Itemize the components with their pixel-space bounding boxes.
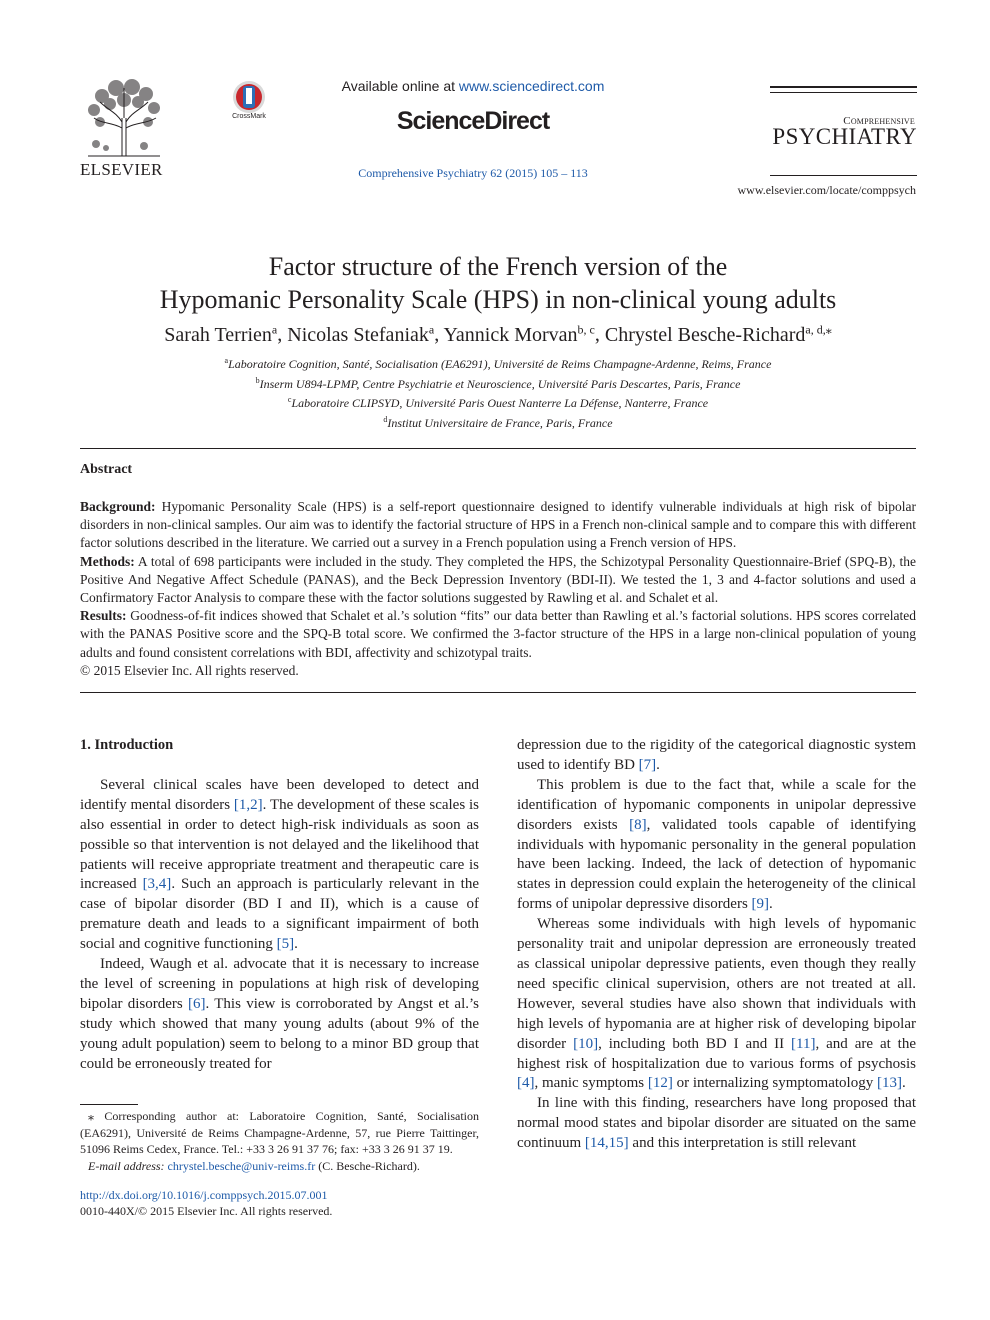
elsevier-wordmark: ELSEVIER <box>80 160 163 179</box>
masthead-rule-mid <box>770 92 917 93</box>
abstract-methods: Methods: A total of 698 participants were included in the study. They completed the HPS, the Schizotypal Personality Questionnaire-Brief (SPQ-B), the Positive And Negative Affect Schedule (PANAS), and the Beck Depression Inventory (BDI-II). We tested the 1, 3 and 4-factor solutions and used a Confirmatory Factor Analysis to compare these with the factor solutions suggested by Rawling et al. and Schalet et al. <box>80 553 916 606</box>
paragraph: Whereas some individuals with high levels of hypomanic personality trait and unipolar depression are erroneously treated as classical unipolar depressive patients, even though they really need specific clinical supervision, others are not treated at all. However, several studies have also shown that individuals with high levels of hypomania are at higher risk of developing bipolar disorder [10], including both BD I and II [11], and are at the highest risk of hospitalization due to various forms of psychosis [4], manic symptoms [12] or internalizing symptomatology [13]. <box>517 916 917 1092</box>
citation-link[interactable]: [13] <box>876 1075 902 1092</box>
journal-url[interactable]: www.elsevier.com/locate/comppsych <box>737 183 916 197</box>
crossmark-label: CrossMark <box>232 113 266 120</box>
citation-link[interactable]: [9] <box>751 896 770 913</box>
footnote-rule <box>80 1104 138 1105</box>
author[interactable]: Yannick Morvan$^{b, c}$ <box>443 322 595 346</box>
paragraph: Indeed, Waugh et al. advocate that it is necessary to increase the level of screening in populations at high risk of developing bipolar disorders [6]. This view is corroborated by Angst et al.’s study which showed that many young adults (about 9% of the young adult population) seem to belong to a minor BD group that could be erroneously treated for <box>80 956 479 1072</box>
divider <box>80 448 916 449</box>
author[interactable]: Chrystel Besche-Richard$^{a, d,⁎}$ <box>604 322 832 346</box>
crossmark-icon <box>226 80 272 114</box>
journal-masthead[interactable] <box>770 82 917 192</box>
journal-citation[interactable]: Comprehensive Psychiatry 62 (2015) 105 – 113 <box>358 166 588 180</box>
citation-link[interactable]: [1,2] <box>233 796 263 813</box>
left-paragraphs <box>80 776 479 1075</box>
issn-line: 0010-440X/© 2015 Elsevier Inc. All rights reserved. <box>80 1204 333 1219</box>
abstract-results: Results: Goodness-of-fit indices showed that Schalet et al.’s solution “fits” our data better than Rawling et al.’s factorial solutions. HPS scores correlated with the PANAS Positive score and the SPQ-B total score. We confirmed the 3-factor structure of the HPS in a large non-clinical population of young adults and found consistent correlations with BDI, affectivity and schizotypal traits. <box>80 608 916 660</box>
affiliation: $^c$Laboratoire CLIPSYD, Université Paris Ouest Nanterre La Défense, Nanterre, France <box>287 395 709 411</box>
paragraph: In line with this finding, researchers have long proposed that normal mood states and bipolar disorder are situated on the same continuum [14,15] and this interpretation is still relevant <box>517 1095 916 1152</box>
journal-name-big: PSYCHIATRY <box>772 124 917 149</box>
citation-link[interactable]: [5] <box>276 936 295 953</box>
doi-block <box>80 1187 332 1220</box>
citation-link[interactable]: [6] <box>188 995 206 1012</box>
masthead-rule-top <box>770 86 917 88</box>
citation-link[interactable]: [4] <box>517 1075 535 1092</box>
title-line-1: Factor structure of the French version of the <box>268 252 728 281</box>
affiliation: $^a$Laboratoire Cognition, Santé, Socialisation (EA6291), Université de Reims Champagne-Ardenne, Reims, France <box>224 356 772 371</box>
corresponding-author-footnote: ⁎ Corresponding author at: Laboratoire Cognition, Santé, Socialisation (EA6291), Université de Reims Champagne-Ardenne, 57, rue Pierre Taittinger, 51096 Reims Cedex, France. Tel.: +33 3 26 91 37 76; fax: +33 3 26 91 37 19. E-mail address: chrystel.besche@univ-reims.fr (C. Besche-Richard). <box>80 1109 479 1173</box>
available-online <box>300 78 646 94</box>
author-list: Sarah Terrien$^a$, Nicolas Stefaniak$^a$, Yannick Morvan$^{b, c}$, Chrystel Besche-Richard$^{a, d,⁎}$ <box>164 322 832 346</box>
paragraph: depression due to the rigidity of the categorical diagnostic system used to identify BD [7]. <box>517 737 916 773</box>
affiliation: $^b$Inserm U894-LPMP, Centre Psychiatrie et Neuroscience, Université Paris Descartes, Paris, France <box>255 375 741 391</box>
author[interactable]: Sarah Terrien$^a$ <box>164 322 278 346</box>
abstract-copyright: © 2015 Elsevier Inc. All rights reserved. <box>80 662 299 678</box>
paragraph: This problem is due to the fact that, while a scale for the identification of hypomanic components in unipolar depressive disorders exists [8], validated tools capable of identifying individuals with hypomanic personality in the general population have been lacking. Indeed, the lack of detection of hypomanic states in depression could explain the heterogeneity of the clinical forms of unipolar depressive disorders [9]. <box>517 776 916 913</box>
affiliation-list <box>80 353 916 431</box>
citation-link[interactable]: [10] <box>573 1035 599 1052</box>
section-heading: 1. Introduction <box>80 737 174 753</box>
abstract-heading: Abstract <box>80 462 133 477</box>
doi-link[interactable]: http://dx.doi.org/10.1016/j.comppsych.2015.07.001 <box>80 1188 328 1202</box>
elsevier-logo[interactable] <box>80 78 170 182</box>
affiliation: $^d$Institut Universitaire de France, Paris, France <box>383 414 613 430</box>
sciencedirect-logo[interactable]: ScienceDirect <box>396 107 550 135</box>
citation-link[interactable]: [7] <box>638 756 657 773</box>
crossmark-badge[interactable] <box>226 80 272 126</box>
elsevier-tree-icon <box>82 78 166 158</box>
citation-link[interactable]: [12] <box>647 1075 673 1092</box>
citation-link[interactable]: [3,4] <box>142 876 172 893</box>
masthead-rule-bottom <box>770 175 917 176</box>
abstract-background: Background: Hypomanic Personality Scale (HPS) is a self-report questionnaire designed to identify vulnerable individuals at high risk of bipolar disorders in non-clinical samples. Our aim was to identify the factorial structure of HPS in a French non-clinical sample and to compare this with different factor solutions described in the literature. We carried out a survey in a French population using a French version of HPS. <box>80 499 916 551</box>
email-link[interactable]: chrystel.besche@univ-reims.fr <box>167 1158 316 1173</box>
abstract-body <box>80 498 916 680</box>
journal-name-small: Comprehensive <box>843 115 915 127</box>
citation-link[interactable]: [11] <box>791 1035 816 1052</box>
citation-link[interactable]: [14,15] <box>584 1135 629 1152</box>
divider <box>80 692 916 693</box>
article-title <box>80 250 916 316</box>
author[interactable]: Nicolas Stefaniak$^a$ <box>287 322 435 346</box>
available-online-prefix: Available online at <box>341 78 459 94</box>
paragraph: Several clinical scales have been developed to detect and identify mental disorders [1,2]. The development of these scales is also essential in order to detect high-risk individuals as soon as possible so that intervention is not delayed and the likelihood that patients will receive appropriate treatment and therapeutic care is increased [3,4]. Such an approach is particularly relevant in the case of bipolar disorder (BD I and II), which is a cause of premature death and leads to a significant impairment of both social and cognitive functioning [5]. <box>80 776 479 953</box>
citation-link[interactable]: [8] <box>629 816 647 833</box>
body-column-left <box>80 736 479 1075</box>
sciencedirect-link[interactable]: www.sciencedirect.com <box>458 78 605 94</box>
title-line-2: Hypomanic Personality Scale (HPS) in non-clinical young adults <box>159 285 837 314</box>
body-column-right <box>517 736 916 1154</box>
right-paragraphs <box>517 736 916 1154</box>
